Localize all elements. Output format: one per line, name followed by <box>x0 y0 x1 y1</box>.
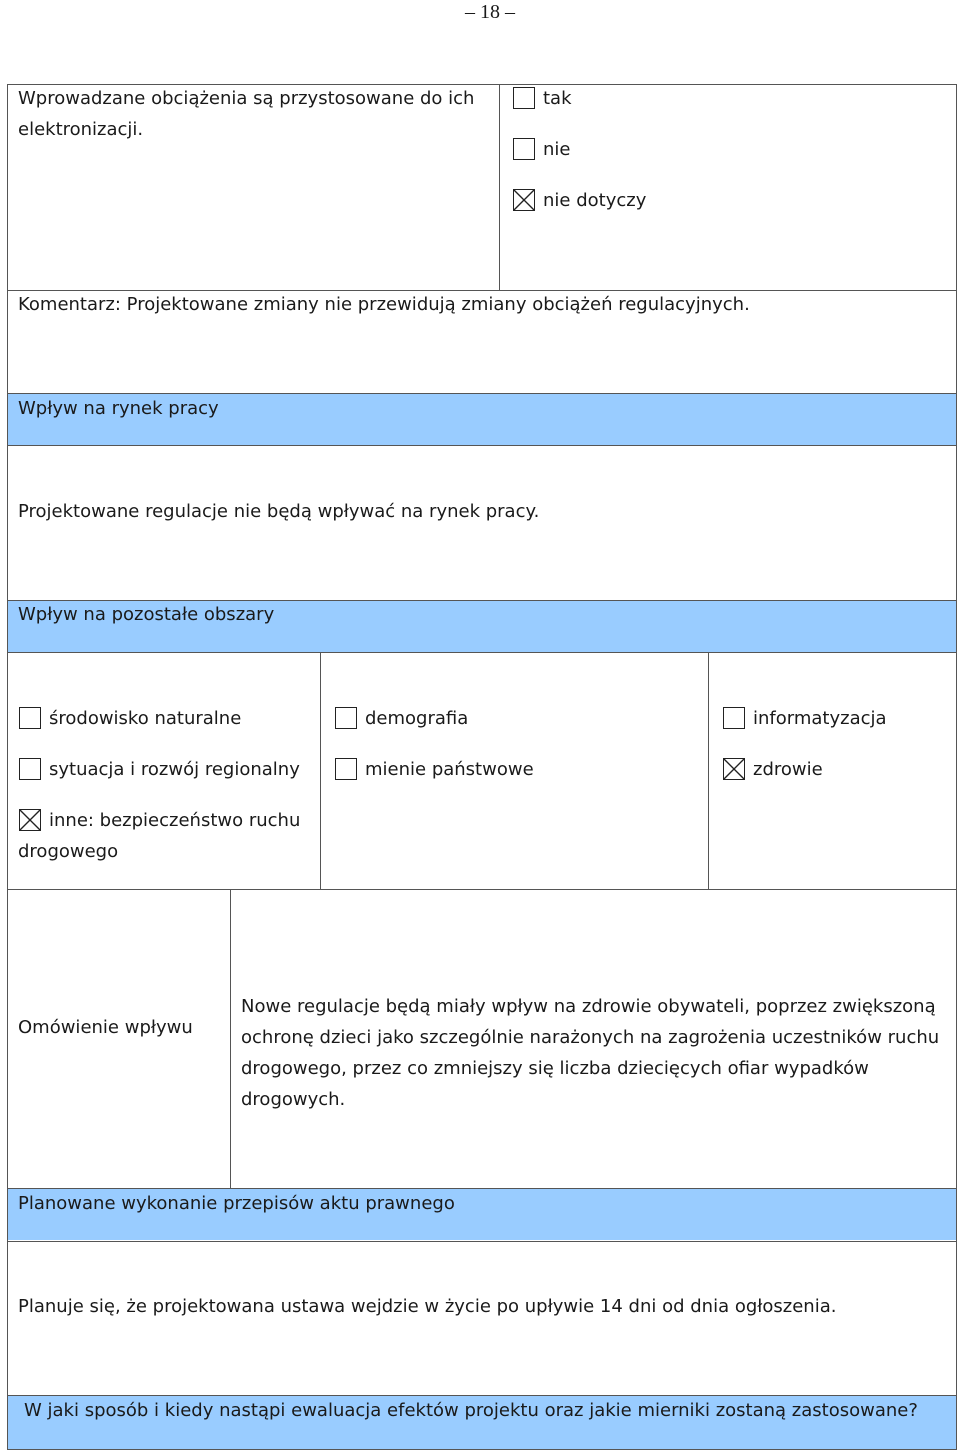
rule <box>320 652 321 889</box>
checkbox-nie-dotyczy[interactable] <box>513 189 535 211</box>
area-label: informatyzacja <box>753 708 887 729</box>
area-label: demografia <box>365 708 469 729</box>
checkbox-informatyzacja[interactable] <box>723 707 745 729</box>
checkbox-tak[interactable] <box>513 87 535 109</box>
area-label: zdrowie <box>753 759 823 780</box>
area-label: inne: bezpieczeństwo ruchu drogowego <box>18 810 301 862</box>
option-label: nie <box>543 139 571 160</box>
checkbox-srodowisko[interactable] <box>19 707 41 729</box>
implementation-text: Planuje się, że projektowana ustawa wejdzie w życie po upływie 14 dni od dnia ogłoszenia. <box>18 1296 837 1317</box>
checkbox-demografia[interactable] <box>335 707 357 729</box>
rule <box>7 445 957 446</box>
evaluation-header: W jaki sposób i kiedy nastąpi ewaluacja efektów projektu oraz jakie mierniki zostaną zastosowane? <box>24 1400 918 1421</box>
rule <box>7 889 957 890</box>
rule <box>708 652 709 889</box>
rule <box>499 84 500 290</box>
option-label: tak <box>543 88 572 109</box>
area-label: sytuacja i rozwój regionalny <box>49 759 300 780</box>
rule <box>7 652 957 653</box>
checkbox-mienie[interactable] <box>335 758 357 780</box>
burden-comment: Komentarz: Projektowane zmiany nie przewidują zmiany obciążeń regulacyjnych. <box>18 294 750 315</box>
rule <box>230 889 231 1188</box>
rule <box>7 1241 957 1242</box>
option-label: nie dotyczy <box>543 190 647 211</box>
rule <box>7 1449 957 1450</box>
page-number: – 18 – <box>465 1 515 23</box>
labor-text: Projektowane regulacje nie będą wpływać na rynek pracy. <box>18 501 540 522</box>
other-areas-header: Wpływ na pozostałe obszary <box>18 604 275 625</box>
labor-header: Wpływ na rynek pracy <box>18 398 219 419</box>
area-label: środowisko naturalne <box>49 708 242 729</box>
discussion-text: Nowe regulacje będą miały wpływ na zdrowie obywateli, poprzez zwiększoną ochronę dzieci jako szczególnie narażonych na zagrożenia uczestników ruchu drogowego, przez co zmniejszy się liczba dziecięcych ofiar wypadków drogowych. <box>241 996 940 1110</box>
area-label: mienie państwowe <box>365 759 534 780</box>
checkbox-zdrowie[interactable] <box>723 758 745 780</box>
burden-question: Wprowadzane obciążenia są przystosowane do ich elektronizacji. <box>18 88 475 140</box>
checkbox-sytuacja[interactable] <box>19 758 41 780</box>
checkbox-nie[interactable] <box>513 138 535 160</box>
discussion-label: Omówienie wpływu <box>18 1017 193 1038</box>
implementation-header: Planowane wykonanie przepisów aktu prawnego <box>18 1193 455 1214</box>
